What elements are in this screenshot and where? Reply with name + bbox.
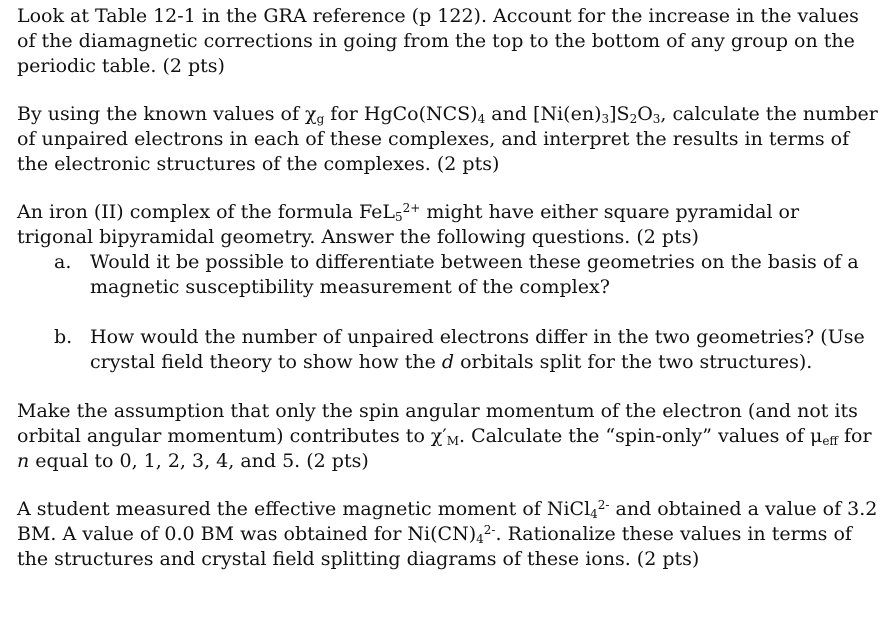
question-text: for: [837, 425, 872, 447]
question-text: Look at Table 12-1 in the GRA reference (p 122). Account for the increase in the values of the diamagnetic corrections in going from the top to the bottom of any group on the periodic table. (2 pts): [17, 5, 859, 77]
mu-subscript: eff: [822, 434, 838, 448]
question-text: and [Ni(en): [485, 103, 602, 125]
chi-prime-symbol: χ′: [430, 425, 447, 447]
subscript: 4: [590, 507, 598, 521]
chi-subscript: M: [446, 434, 460, 448]
question-diamagnetic-corrections: [17, 4, 879, 79]
question-text: and obtained a value of 3.2 BM. A value of 0.0 BM was obtained for Ni(CN): [17, 498, 878, 545]
chi-subscript: g: [316, 112, 325, 126]
subscript: 4: [477, 112, 486, 126]
question-text: O: [637, 103, 653, 125]
subscript: 2: [629, 112, 638, 126]
question-text: ]S: [609, 103, 630, 125]
superscript: 2-: [483, 523, 496, 537]
question-text: . Rationalize these values in terms of the structures and crystal field splitting diagrams of these ions. (2 pts): [17, 523, 852, 570]
question-text: An iron (II) complex of the formula FeL: [17, 201, 396, 223]
sub-question-label: a.: [54, 251, 72, 273]
subscript: 3: [601, 112, 610, 126]
sub-question-a: [17, 250, 879, 300]
question-text: equal to 0, 1, 2, 3, 4, and 5. (2 pts): [29, 450, 369, 472]
question-stem: [17, 200, 879, 250]
sub-question-b: [17, 325, 879, 375]
superscript: 2-: [597, 498, 610, 512]
chi-symbol: χ: [305, 103, 317, 125]
question-spin-only: [17, 399, 879, 474]
subscript: 5: [395, 210, 403, 224]
superscript: 2+: [402, 201, 421, 215]
question-text: might have either square pyramidal or trigonal bipyramidal geometry. Answer the following questions. (2 pts): [17, 201, 800, 248]
question-iron-complex: [17, 200, 879, 375]
question-text: By using the known values of: [17, 103, 306, 125]
question-text: for HgCo(NCS): [324, 103, 478, 125]
question-text: A student measured the effective magnetic moment of NiCl: [17, 498, 591, 520]
sub-question-label: b.: [54, 326, 73, 348]
question-unpaired-electrons: [17, 102, 879, 177]
question-magnetic-moment: [17, 497, 879, 572]
subscript: 3: [652, 112, 661, 126]
question-text: . Calculate the “spin-only” values of: [459, 425, 810, 447]
mu-symbol: μ: [809, 425, 823, 447]
italic-n: n: [17, 450, 30, 472]
sub-question-text: How would the number of unpaired electrons differ in the two geometries? (Use crystal field theory to show how the: [90, 326, 865, 373]
question-text: Make the assumption that only the spin angular momentum of the electron (and not its orbital angular momentum) contributes to: [17, 400, 858, 447]
subscript: 4: [476, 532, 484, 546]
sub-question-text: orbitals split for the two structures).: [454, 351, 813, 373]
italic-d: d: [441, 351, 455, 373]
sub-question-text: Would it be possible to differentiate between these geometries on the basis of a magnetic susceptibility measurement of the complex?: [90, 251, 859, 298]
question-text: , calculate the number of unpaired electrons in each of these complexes, and interpret the results in terms of the electronic structures of the complexes. (2 pts): [17, 103, 878, 175]
